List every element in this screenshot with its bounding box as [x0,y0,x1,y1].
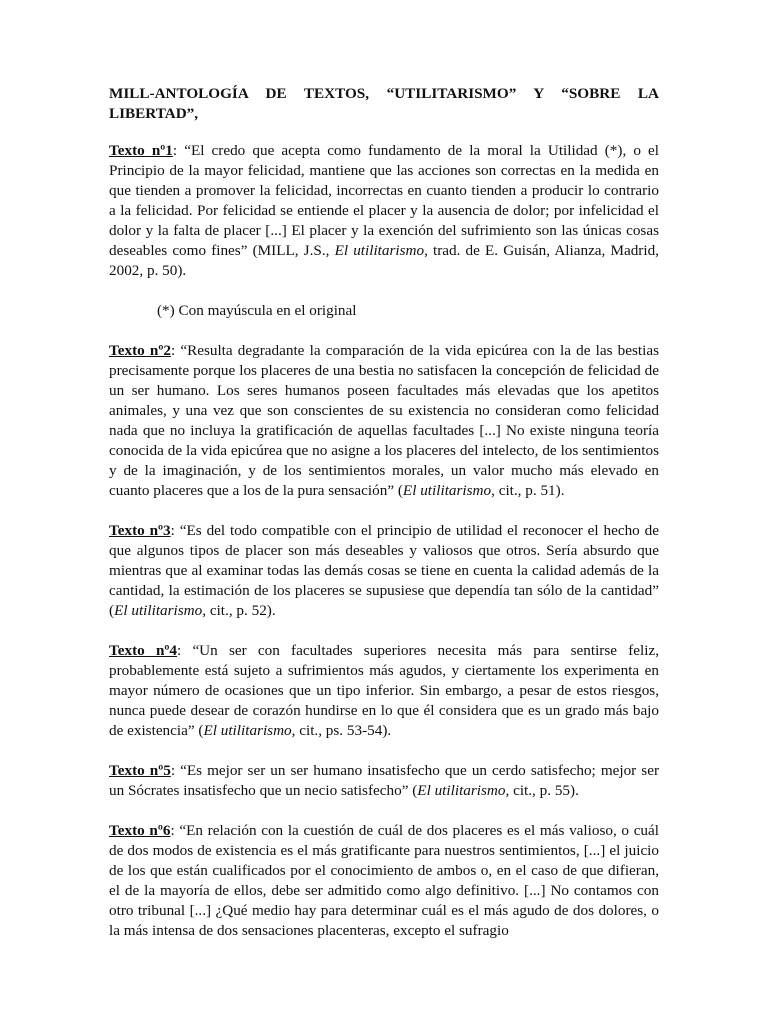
work-title-2: El utilitarismo [402,482,492,499]
document-page [109,84,659,961]
text-body-5: : “Es mejor ser un ser humano insatisfecho que un cerdo satisfecho; mejor ser un Sócrates insatisfecho que un necio satisfecho” ( [109,762,659,799]
text-label-2: Texto nº2 [109,342,171,359]
text-label-5: Texto nº5 [109,762,171,779]
text-citation-1: , trad. de E. Guisán, Alianza, Madrid, 2002, p. 50). [109,242,659,279]
text-paragraph-5 [109,761,659,801]
text-citation-3: , cit., p. 52). [202,602,276,619]
text-paragraph-2 [109,341,659,501]
work-title-5: El utilitarismo [417,782,506,799]
text-citation-4: , cit., ps. 53-54). [291,722,392,739]
text-body-2: : “Resulta degradante la comparación de la vida epicúrea con la de las bestias precisamente porque los placeres de una bestia no satisfacen la concepción de felicidad de un ser humano. Los seres humanos poseen facultades más elevadas que los apetitos animales, y una vez que son conscientes de su existencia no consideran como felicidad nada que no incluya la gratificación de aquellas facultades [...] No existe ninguna teoría conocida de la vida epicúrea que no asigne a los placeres del intelecto, de los sentimientos y de la imaginación, y de los sentimientos morales, un valor mucho más elevado en cuanto placeres que a los de la pura sensación” ( [109,342,659,499]
work-title-4: El utilitarismo [203,722,292,739]
document-title [109,84,659,124]
text-label-1: Texto nº1 [109,142,173,159]
work-title-3: El utilitarismo [114,602,203,619]
text-label-4: Texto nº4 [109,642,177,659]
text-body-3: : “Es del todo compatible con el principio de utilidad el reconocer el hecho de que algunos tipos de placer son más deseables y valiosos que otros. Sería absurdo que mientras que al examinar todas las demás cosas se tiene en cuenta la calidad además de la cantidad, la estimación de los placeres se supusiese que dependía tan sólo de la cantidad” ( [109,522,659,619]
text-body-4: : “Un ser con facultades superiores necesita más para sentirse feliz, probablemente está sujeto a sufrimientos más agudos, y ciertamente los experimenta en mayor número de ocasiones que un tipo inferior. Sin embargo, a pesar de estos riesgos, nunca puede desear de corazón hundirse en lo que él considera que es un grado más bajo de existencia” ( [109,642,659,739]
text-paragraph-3 [109,521,659,621]
title-line-2: LIBERTAD”, [109,105,199,122]
text-paragraph-4 [109,641,659,741]
text-citation-5: , cit., p. 55). [505,782,579,799]
text-body-1: : “El credo que acepta como fundamento de la moral la Utilidad (*), o el Principio de la mayor felicidad, mantiene que las acciones son correctas en la medida en que tienden a promover la felicidad, incorrectas en cuanto tienden a producir lo contrario a la felicidad. Por felicidad se entiende el placer y la ausencia de dolor; por infelicidad el dolor y la falta de placer [...] El placer y la exención del sufrimiento son las únicas cosas deseables como fines” (MILL, J.S., [109,142,659,259]
text-label-3: Texto nº3 [109,522,171,539]
text-body-6: : “En relación con la cuestión de cuál de dos placeres es el más valioso, o cuál de dos modos de existencia es el más gratificante para nuestros sentimientos, [...] el juicio de los que están cualificados por el conocimiento de ambos o, en el caso de que difieran, el de la mayoría de ellos, debe ser admitido como algo definitivo. [...] No contamos con otro tribunal [...] ¿Qué medio hay para determinar cuál es el más agudo de dos dolores, o la más intensa de dos sensaciones placenteras, excepto el sufragio [109,822,659,939]
text-paragraph-6 [109,821,659,941]
footnote: (*) Con mayúscula en el original [157,302,357,319]
text-citation-2: , cit., p. 51). [491,482,565,499]
work-title-1: El utilitarismo [334,242,425,259]
title-line-1: MILL-ANTOLOGÍA DE TEXTOS, “UTILITARISMO” Y “SOBRE LA [109,85,659,102]
text-paragraph-1 [109,141,659,281]
text-label-6: Texto nº6 [109,822,171,839]
